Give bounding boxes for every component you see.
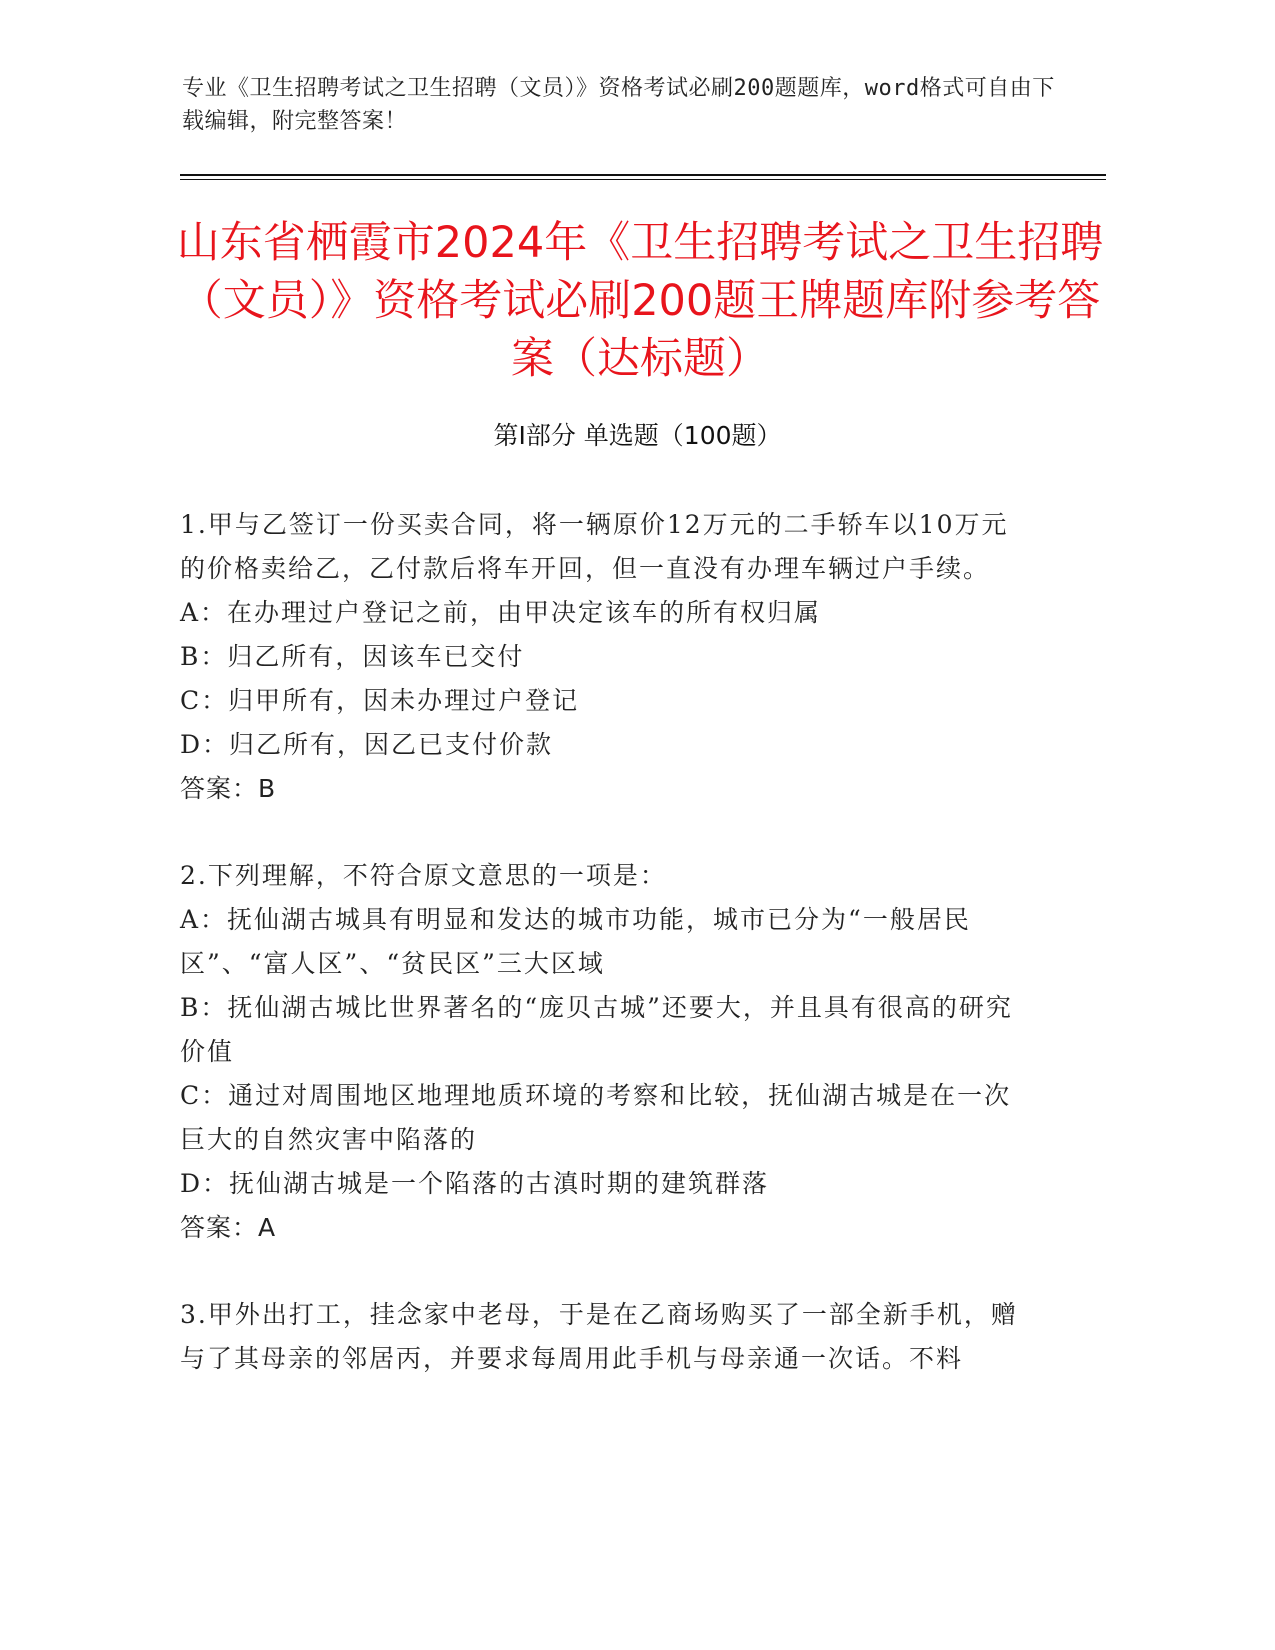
question-stem: 2.下列理解，不符合原文意思的一项是： — [180, 861, 667, 890]
question-1 — [180, 503, 1030, 811]
answer: 答案：B — [180, 774, 277, 803]
header-note: 专业《卫生招聘考试之卫生招聘（文员）》资格考试必刷200题题库，word格式可自由下载编辑，附完整答案！ — [182, 76, 1055, 134]
header-rule-thin — [180, 179, 1106, 180]
option-d: D：抚仙湖古城是一个陷落的古滇时期的建筑群落 — [180, 1169, 770, 1198]
option-c: C：归甲所有，因未办理过户登记 — [180, 686, 580, 715]
answer: 答案：A — [180, 1213, 277, 1242]
option-a: A：在办理过户登记之前，由甲决定该车的所有权归属 — [180, 598, 822, 627]
question-2 — [180, 854, 1030, 1250]
question-stem: 3.甲外出打工，挂念家中老母，于是在乙商场购买了一部全新手机，赠与了其母亲的邻居丙，并要求每周用此手机与母亲通一次话。不料 — [180, 1300, 1018, 1373]
question-list — [180, 503, 1030, 1424]
option-d: D：归乙所有，因乙已支付价款 — [180, 730, 554, 759]
option-b: B：归乙所有，因该车已交付 — [180, 642, 525, 671]
option-b: B：抚仙湖古城比世界著名的“庞贝古城”还要大，并且具有很高的研究价值 — [180, 993, 1013, 1066]
option-c: C：通过对周围地区地理地质环境的考察和比较，抚仙湖古城是在一次巨大的自然灾害中陷落的 — [180, 1081, 1012, 1154]
section-heading: 第I部分 单选题（100题） — [493, 421, 782, 450]
document-title: 山东省栖霞市2024年《卫生招聘考试之卫生招聘（文员）》资格考试必刷200题王牌题库附参考答案（达标题） — [176, 218, 1104, 384]
question-stem: 1.甲与乙签订一份买卖合同，将一辆原价12万元的二手轿车以10万元的价格卖给乙，乙付款后将车开回，但一直没有办理车辆过户手续。 — [180, 510, 1009, 583]
header-rule — [180, 174, 1106, 176]
option-a: A：抚仙湖古城具有明显和发达的城市功能，城市已分为“一般居民区”、“富人区”、“贫民区”三大区域 — [180, 905, 971, 978]
question-3 — [180, 1293, 1030, 1381]
